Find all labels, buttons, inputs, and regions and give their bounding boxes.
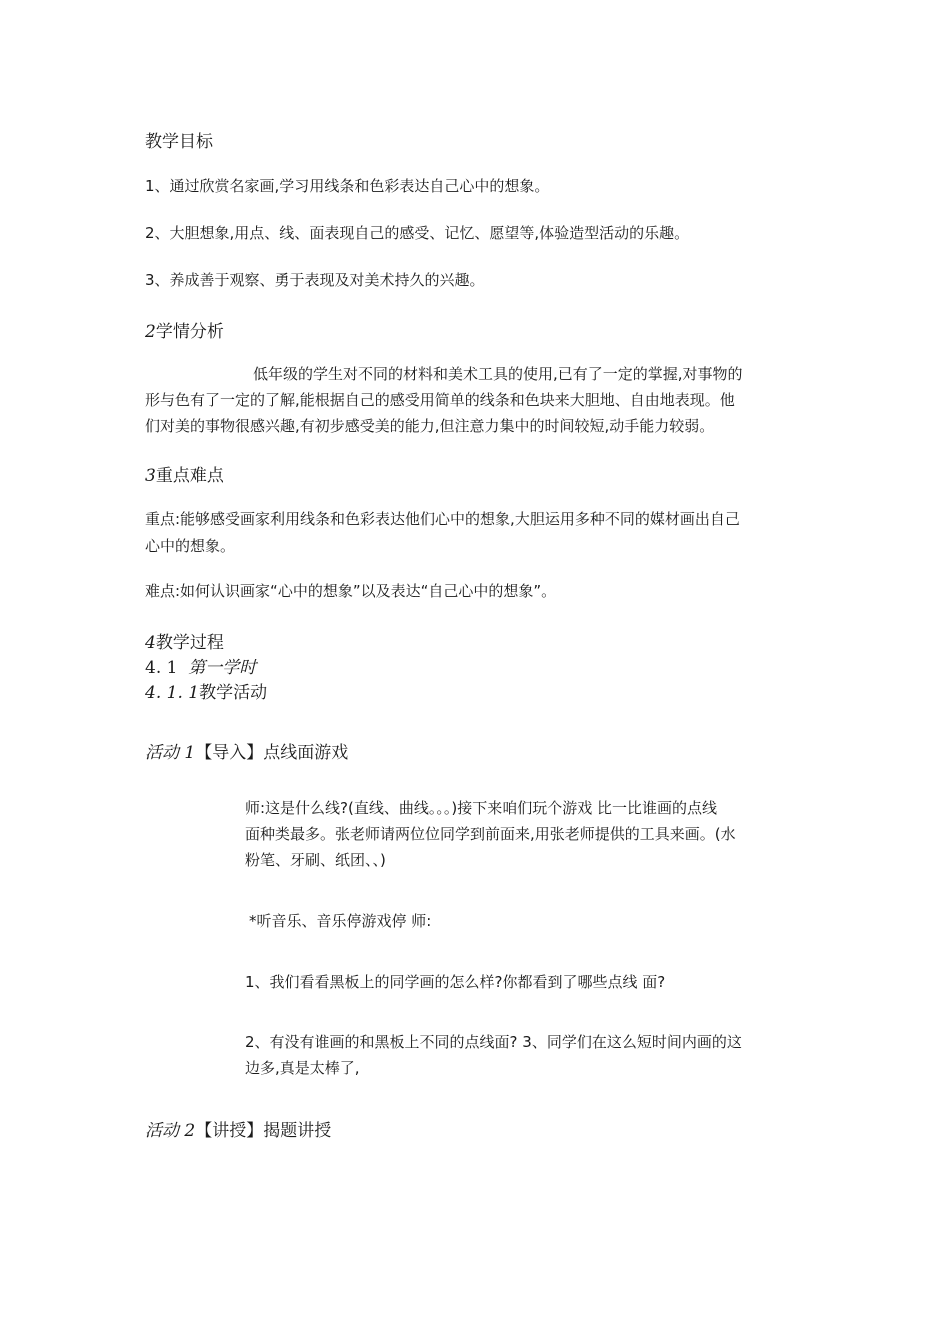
subsection-number: 4. 1 — [145, 658, 178, 678]
section-heading-analysis — [145, 317, 224, 342]
goal-item-3: 3、养成善于观察、勇于表现及对美术持久的兴趣。 — [145, 271, 485, 289]
analysis-line-3: 们对美的事物很感兴趣,有初步感受美的能力,但注意力集中的时间较短,动手能力较弱。 — [145, 417, 715, 435]
activity-1-intro-line-1: 师:这是什么线?(直线、曲线。。。)接下来咱们玩个游戏 比一比谁画的点线 — [245, 799, 717, 817]
activity-2-heading — [145, 1116, 331, 1141]
goal-item-2: 2、大胆想象,用点、线、面表现自己的感受、记忆、愿望等,体验造型活动的乐趣。 — [145, 224, 690, 242]
keypoint-line-1: 重点:能够感受画家利用线条和色彩表达他们心中的想象,大胆运用多种不同的媒材画出自己 — [145, 510, 740, 528]
activity-1-heading — [145, 738, 348, 763]
activity-1-question-1: 1、我们看看黑板上的同学画的怎么样?你都看到了哪些点线 面? — [245, 973, 666, 991]
activity-label: 活动 1 — [145, 743, 196, 763]
section-number: 2 — [145, 322, 156, 342]
difficulty-line: 难点:如何认识画家“心中的想象”以及表达“自己心中的想象”。 — [145, 582, 557, 600]
activity-title: 【讲授】揭题讲授 — [195, 1121, 332, 1141]
activity-1-intro-line-2: 面种类最多。张老师请两位位同学到前面来,用张老师提供的工具来画。(水 — [245, 825, 736, 843]
analysis-line-2: 形与色有了一定的了解,能根据自己的感受用简单的线条和色块来大胆地、自由地表现。他 — [145, 391, 735, 409]
subsubsection-title: 教学活动 — [199, 683, 268, 703]
section-title: 重点难点 — [155, 466, 224, 486]
subsubsection-heading — [145, 678, 267, 703]
section-title: 教学过程 — [155, 633, 224, 653]
section-title: 学情分析 — [155, 322, 224, 342]
activity-1-music-line: *听音乐、音乐停游戏停 师: — [249, 912, 432, 930]
goal-item-1: 1、通过欣赏名家画,学习用线条和色彩表达自己心中的想象。 — [145, 177, 550, 195]
section-heading-goals: 教学目标 — [145, 132, 213, 152]
subsection-title: 第一学时 — [188, 658, 257, 678]
section-number: 4 — [145, 633, 156, 653]
activity-label: 活动 2 — [145, 1121, 196, 1141]
activity-1-intro-line-3: 粉笔、牙刷、纸团、、) — [245, 851, 386, 869]
activity-1-question-2-line-1: 2、有没有谁画的和黑板上不同的点线面? 3、同学们在这么短时间内画的这 — [245, 1033, 742, 1051]
section-heading-keypoints — [145, 461, 224, 486]
section-heading-process — [145, 628, 224, 653]
analysis-line-1: 低年级的学生对不同的材料和美术工具的使用,已有了一定的掌握,对事物的 — [253, 365, 743, 383]
keypoint-line-2: 心中的想象。 — [145, 537, 236, 555]
subsection-heading — [145, 653, 256, 678]
activity-title: 【导入】点线面游戏 — [195, 743, 349, 763]
subsubsection-number: 4. 1. 1 — [145, 683, 200, 703]
section-number: 3 — [145, 466, 156, 486]
activity-1-question-2-line-2: 边多,真是太棒了, — [245, 1059, 360, 1077]
